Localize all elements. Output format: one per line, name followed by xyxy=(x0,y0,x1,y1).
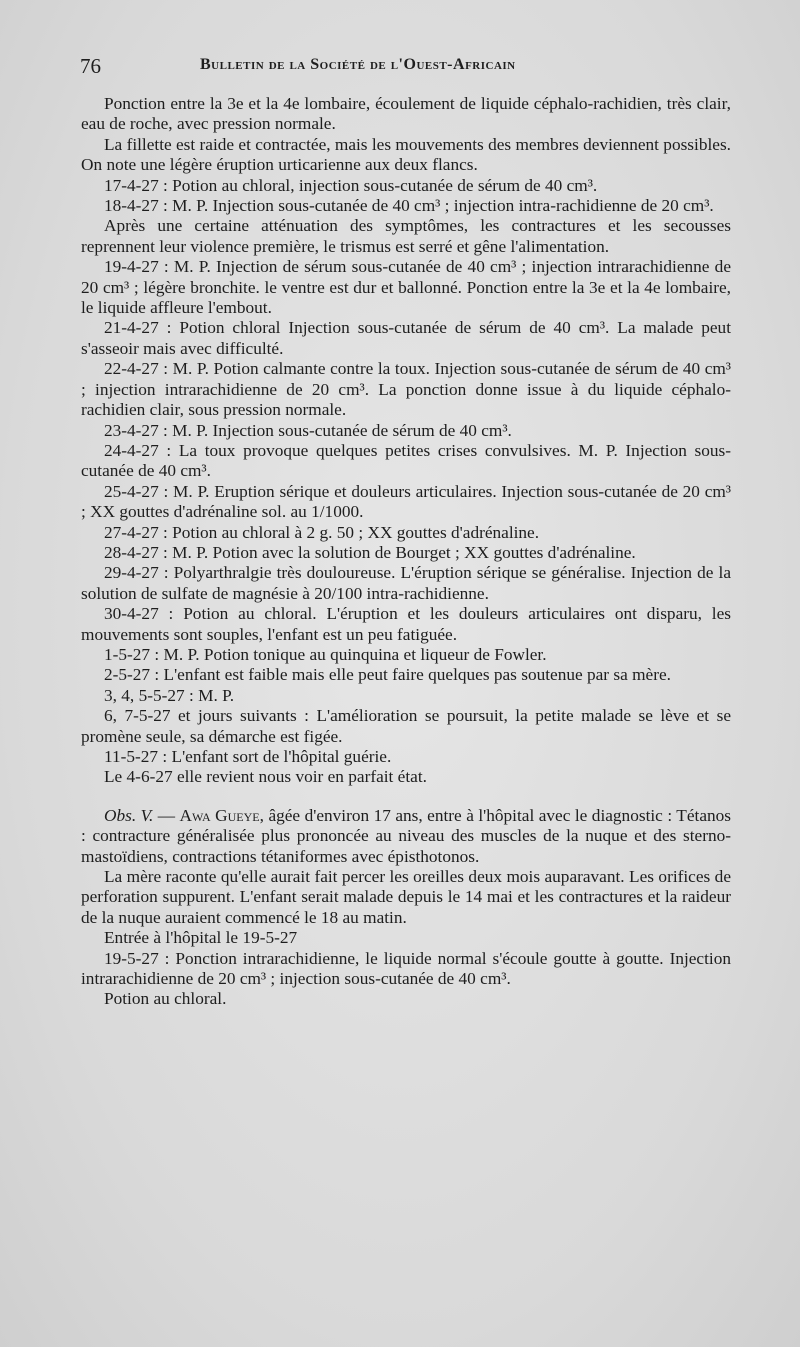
paragraph: Potion au chloral. xyxy=(104,989,227,1009)
page-header xyxy=(80,50,730,80)
observation-dash: — xyxy=(157,805,180,825)
paragraph: La fillette est raide et contractée, mais les mouvements des membres deviennent possibles. On note une légère éruption urticarienne aux deux flancs. xyxy=(81,134,731,175)
paragraph: Le 4-6-27 elle revient nous voir en parfait état. xyxy=(104,767,427,787)
paragraph: 19-5-27 : Ponction intrarachidienne, le liquide normal s'écoule goutte à goutte. Injection intrarachidienne de 20 cm³ ; injection sous-cutanée de 40 cm³. xyxy=(81,948,731,989)
paragraph: 19-4-27 : M. P. Injection de sérum sous-cutanée de 40 cm³ ; injection intrarachidienne de 20 cm³ ; légère bronchite. le ventre est dur et ballonné. Ponction entre la 3e et la 4e lombaire, le liquide affleure l'embout. xyxy=(81,257,731,318)
page-number: 76 xyxy=(80,54,101,78)
paragraph: 28-4-27 : M. P. Potion avec la solution de Bourget ; XX gouttes d'adrénaline. xyxy=(104,542,636,562)
paragraph: Ponction entre la 3e et la 4e lombaire, écoulement de liquide céphalo-rachidien, très clair, eau de roche, avec pression normale. xyxy=(81,94,731,134)
paragraph: 2-5-27 : L'enfant est faible mais elle peut faire quelques pas soutenue par sa mère. xyxy=(104,665,671,685)
observation-text: , âgée d'environ 17 ans, entre à l'hôpital avec le diagnostic : Tétanos : contracture généralisée plus prononcée au niveau des muscles de la nuque et des sterno-mastoïdiens, contractions tétaniformes avec épisthotonos. xyxy=(81,805,731,866)
paragraph: La mère raconte qu'elle aurait fait percer les oreilles deux mois auparavant. Les orifices de perforation suppurent. L'enfant serait malade depuis le 14 mai et les contractures et la raideur de la nuque auraient commencé le 18 au matin. xyxy=(81,867,731,927)
paragraph: 11-5-27 : L'enfant sort de l'hôpital guérie. xyxy=(104,747,392,766)
paragraph: 30-4-27 : Potion au chloral. L'éruption et les douleurs articulaires ont disparu, les mouvements sont souples, l'enfant est un peu fatiguée. xyxy=(81,604,731,644)
paragraph: 24-4-27 : La toux provoque quelques petites crises convulsives. M. P. Injection sous-cutanée de 40 cm³. xyxy=(81,440,731,481)
paragraph: 25-4-27 : M. P. Eruption sérique et douleurs articulaires. Injection sous-cutanée de 20 cm³ ; XX gouttes d'adrénaline sol. au 1/1000. xyxy=(81,481,731,522)
observation-paragraph xyxy=(81,806,731,867)
running-title: Bulletin de la Société de l'Ouest-Africain xyxy=(200,56,516,73)
paragraph: 1-5-27 : M. P. Potion tonique au quinquina et liqueur de Fowler. xyxy=(104,644,547,664)
paragraph: 29-4-27 : Polyarthralgie très douloureuse. L'éruption sérique se généralise. Injection de la solution de sulfate de magnésie à 20/100 intra-rachidienne. xyxy=(81,563,731,603)
paragraph: 21-4-27 : Potion chloral Injection sous-cutanée de sérum de 40 cm³. La malade peut s'asseoir mais avec difficulté. xyxy=(81,318,731,358)
body-text xyxy=(81,94,731,1010)
paragraph: 3, 4, 5-5-27 : M. P. xyxy=(104,685,235,705)
patient-name: Awa Gueye xyxy=(179,805,260,825)
paragraph: 23-4-27 : M. P. Injection sous-cutanée de sérum de 40 cm³. xyxy=(104,420,512,440)
paragraph: 6, 7-5-27 et jours suivants : L'amélioration se poursuit, la petite malade se lève et se promène seule, sa démarche est figée. xyxy=(81,706,731,746)
paragraph: 17-4-27 : Potion au chloral, injection sous-cutanée de sérum de 40 cm³. xyxy=(104,175,598,195)
paragraph: Entrée à l'hôpital le 19-5-27 xyxy=(104,928,298,948)
paragraph: 22-4-27 : M. P. Potion calmante contre la toux. Injection sous-cutanée de sérum de 40 cm³ ; injection intrarachidienne de 20 cm³. La ponction donne issue à du liquide céphalo-rachidien clair, sous pression normale. xyxy=(81,359,731,420)
paragraph: 27-4-27 : Potion au chloral à 2 g. 50 ; XX gouttes d'adrénaline. xyxy=(104,522,540,542)
paragraph: Après une certaine atténuation des symptômes, les contractures et les secousses reprennent leur violence première, le trismus est serré et gêne l'alimentation. xyxy=(81,216,731,256)
observation-label: Obs. V. xyxy=(104,805,154,825)
paragraph: 18-4-27 : M. P. Injection sous-cutanée de 40 cm³ ; injection intra-rachidienne de 20 cm³. xyxy=(104,196,714,216)
